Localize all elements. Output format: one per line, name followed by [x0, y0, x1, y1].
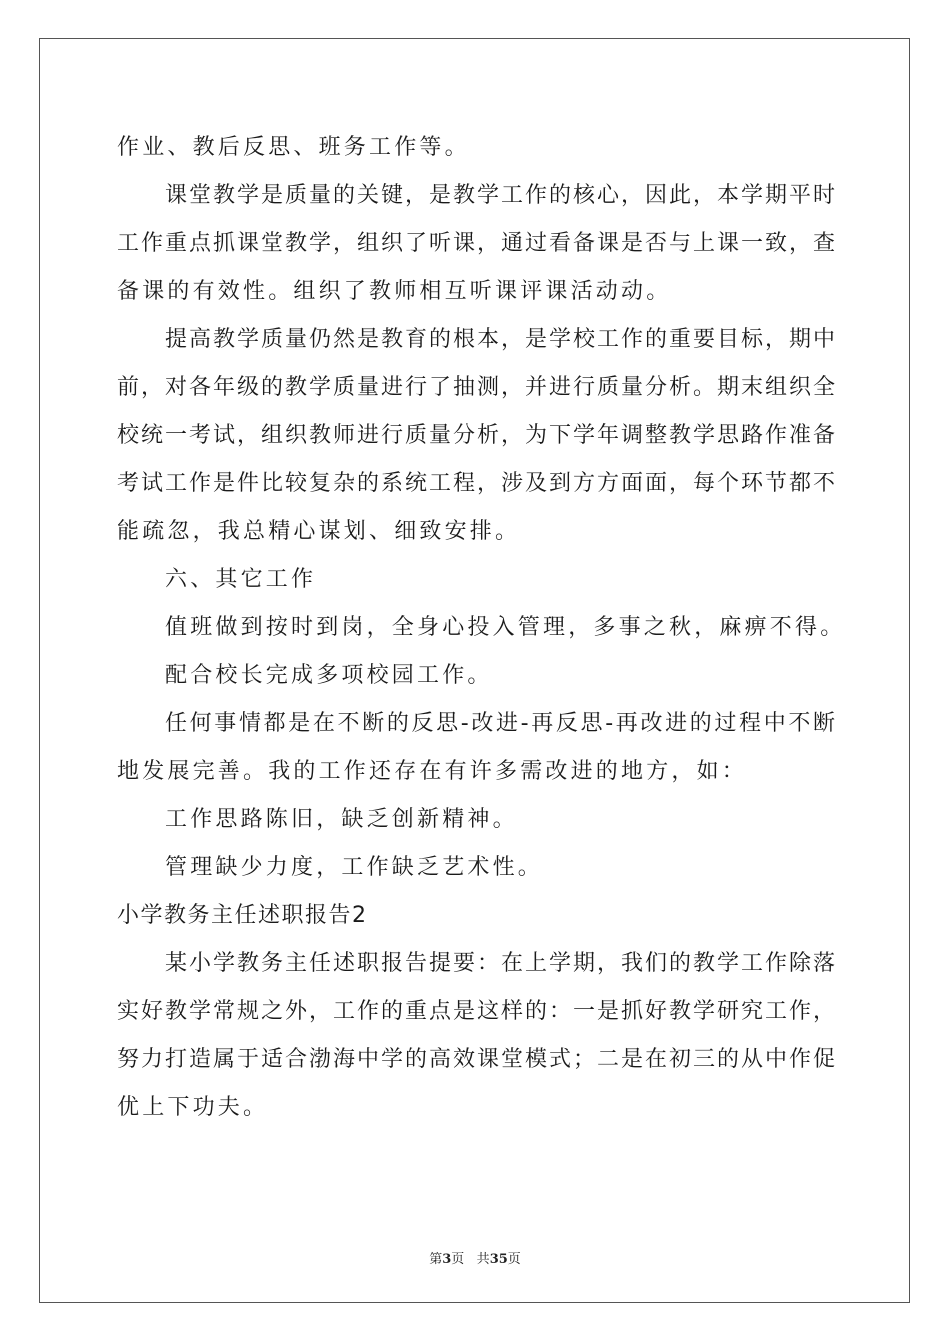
page-footer: [0, 1248, 950, 1267]
total-pages-number: 35: [489, 1252, 508, 1267]
paragraph-line: 提高教学质量仍然是教育的根本，是学校工作的重要目标，期中: [165, 327, 835, 352]
text-line: 实好教学常规之外，工作的重点是这样的：一是抓好教学研究工作，: [117, 999, 835, 1024]
text-line: 考试工作是件比较复杂的系统工程，涉及到方方面面，每个环节都不: [117, 471, 835, 496]
paragraph-line: 某小学教务主任述职报告提要：在上学期，我们的教学工作除落: [165, 951, 835, 976]
paragraph-line: 值班做到按时到岗，全身心投入管理，多事之秋，麻痹不得。: [165, 615, 846, 640]
text-line: 作业、教后反思、班务工作等。: [117, 135, 470, 160]
document-body: [117, 124, 846, 1132]
current-page-number: 3: [442, 1252, 452, 1267]
section-heading: 六、其它工作: [165, 567, 317, 592]
text-line: 地发展完善。我的工作还存在有许多需改进的地方，如：: [117, 759, 748, 784]
text-line: 能疏忽，我总精心谋划、细致安排。: [117, 519, 521, 544]
paragraph-line: 工作思路陈旧，缺乏创新精神。: [165, 807, 518, 832]
paragraph-line: 管理缺少力度，工作缺乏艺术性。: [165, 855, 544, 880]
text-line: 备课的有效性。组织了教师相互听课评课活动动。: [117, 279, 672, 304]
report-title: 小学教务主任述职报告2: [117, 903, 368, 928]
footer-prefix: 第: [429, 1252, 443, 1267]
text-line: 校统一考试，组织教师进行质量分析，为下学年调整教学思路作准备: [117, 423, 835, 448]
paragraph-line: 配合校长完成多项校园工作。: [165, 663, 493, 688]
paragraph-line: 任何事情都是在不断的反思-改进-再反思-再改进的过程中不断: [165, 711, 835, 736]
paragraph-line: 课堂教学是质量的关键，是教学工作的核心，因此，本学期平时: [165, 183, 835, 208]
text-line: 优上下功夫。: [117, 1095, 269, 1120]
text-line: 工作重点抓课堂教学，组织了听课，通过看备课是否与上课一致，查: [117, 231, 835, 256]
text-line: 前，对各年级的教学质量进行了抽测，并进行质量分析。期末组织全: [117, 375, 835, 400]
text-line: 努力打造属于适合渤海中学的高效课堂模式；二是在初三的从中作促: [117, 1047, 835, 1072]
footer-total-suffix: 页: [507, 1252, 521, 1267]
footer-total-prefix: 共: [476, 1252, 490, 1267]
footer-page-word: 页: [451, 1252, 465, 1267]
